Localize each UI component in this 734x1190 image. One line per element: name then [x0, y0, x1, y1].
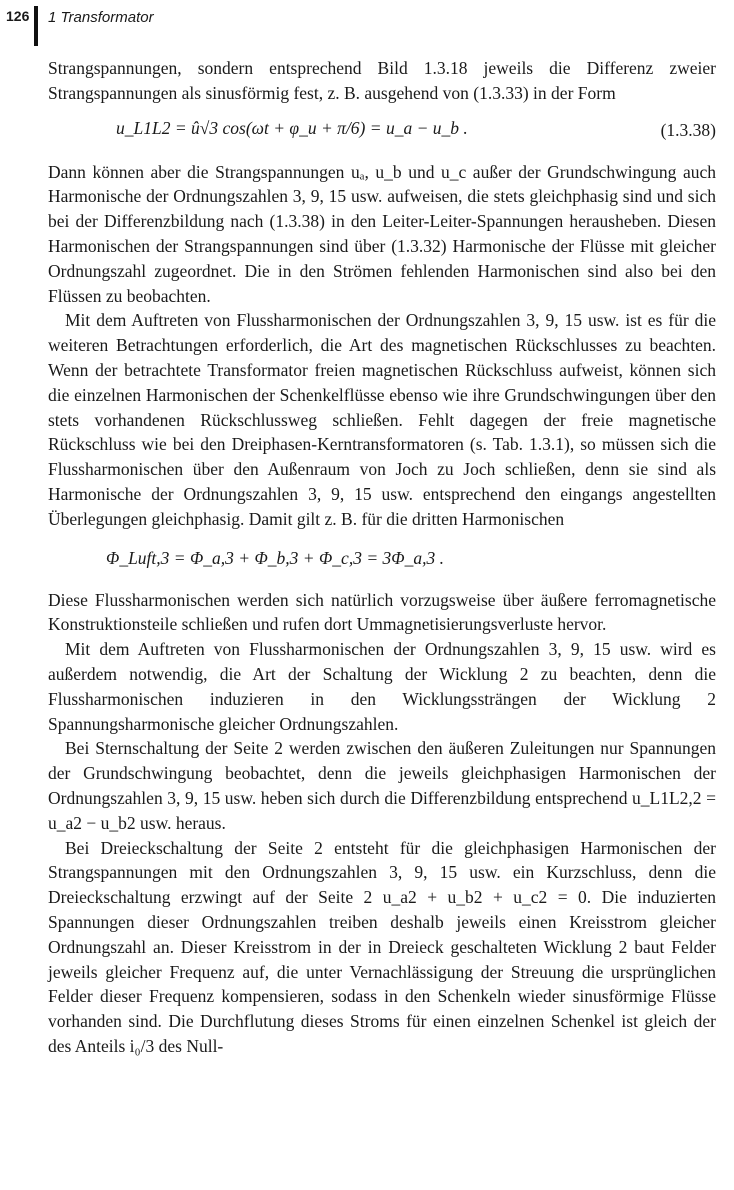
equation-1-formula: u_L1L2 = û√3 cos(ωt + φ_u + π/6) = u_a − u_b . [116, 117, 468, 138]
page-body [48, 56, 716, 1059]
equation-2-luft [48, 532, 716, 588]
paragraph-4: Diese Flussharmonischen werden sich natürlich vorzugsweise über äußere ferromagnetische Konstruktionsteile schließen und rufen dort Ummagnetisierungsverluste hervor. [48, 589, 716, 635]
equation-1-338 [48, 106, 716, 160]
chapter-title: 1 Transformator [48, 9, 154, 26]
equation-2-formula: Φ_Luft,3 = Φ_a,3 + Φ_b,3 + Φ_c,3 = 3Φ_a,3 . [106, 547, 444, 568]
header-rule [34, 6, 38, 46]
paragraph-1: Strangspannungen, sondern entsprechend Bild 1.3.18 jeweils die Differenz zweier Strangspannungen als sinusförmig fest, z. B. ausgehend von (1.3.33) in der Form [48, 58, 716, 103]
page-number: 126 [6, 8, 30, 24]
paragraph-5: Mit dem Auftreten von Flussharmonischen der Ordnungszahlen 3, 9, 15 usw. wird es außerdem notwendig, die Art der Schaltung der Wicklung 2 zu beachten, denn die Flussharmonischen induzieren in den Wicklungssträngen der Wicklung 2 Spannungsharmonische gleicher Ordnungszahlen. [48, 639, 716, 734]
paragraph-7: Bei Dreieckschaltung der Seite 2 entsteht für die gleichphasigen Harmonischen der Strangspannungen mit den Ordnungszahlen 3, 9, 15 usw. ein Kurzschluss, denn die Dreieckschaltung erzwingt auf der Seite 2 u_a2 + u_b2 + u_c2 = 0. Die induzierten Spannungen dieser Ordnungszahlen treiben deshalb jeweils einen Kreisstrom gleicher Ordnungszahl an. Dieser Kreisstrom in der in Dreieck geschalteten Wicklung 2 baut Felder jeweils gleicher Frequenz auf, die unter Vernachlässigung der Streuung die ursprünglichen Felder dieser Frequenz kompensieren, sodass in den Schenkeln wieder sinusförmige Flüsse vorhanden sind. Die Durchflutung dieses Stroms für einen einzelnen Schenkel ist gleich der des Anteils i₀/3 des Null- [48, 837, 716, 1056]
paragraph-3: Mit dem Auftreten von Flussharmonischen der Ordnungszahlen 3, 9, 15 usw. ist es für die weiteren Betrachtungen erforderlich, die Art des magnetischen Rückschlusses zu beachten. Wenn der betrachtete Transformator freien magnetischen Rückschluss aufweist, können sich die einzelnen Harmonischen der Schenkelflüsse ebenso wie ihre Grundschwingungen über den stets vorhandenen Rückschlussweg schließen. Fehlt dagegen der freie magnetische Rückschluss wie bei den Dreiphasen-Kerntransformatoren (s. Tab. 1.3.1), so müssen sich die Flussharmonischen über den Außenraum von Joch zu Joch schließen, denn sie sind als Harmonische der Ordnungszahlen 3, 9, 15 usw. entsprechend den eingangs angestellten Überlegungen gleichphasig. Damit gilt z. B. für die dritten Harmonischen [48, 310, 716, 529]
equation-1-number: (1.3.38) [660, 119, 716, 140]
page-header [0, 0, 734, 48]
paragraph-6: Bei Sternschaltung der Seite 2 werden zwischen den äußeren Zuleitungen nur Spannungen der Grundschwingung beobachtet, denn die jeweils gleichphasigen Harmonischen der Ordnungszahlen 3, 9, 15 usw. heben sich durch die Differenzbildung entsprechend u_L1L2,2 = u_a2 − u_b2 usw. heraus. [48, 738, 716, 833]
paragraph-2: Dann können aber die Strangspannungen uₐ, u_b und u_c außer der Grundschwingung auch Harmonische der Ordnungszahlen 3, 9, 15 usw. aufweisen, die stets gleichphasig sind und sich bei der Differenzbildung nach (1.3.38) in den Leiter-Leiter-Spannungen herausheben. Diesen Harmonischen der Strangspannungen sind über (1.3.32) Harmonische der Flüsse mit gleicher Ordnungszahl zugeordnet. Die in den Strömen fehlenden Harmonischen sind also bei den Flüssen zu beobachten. [48, 161, 716, 306]
